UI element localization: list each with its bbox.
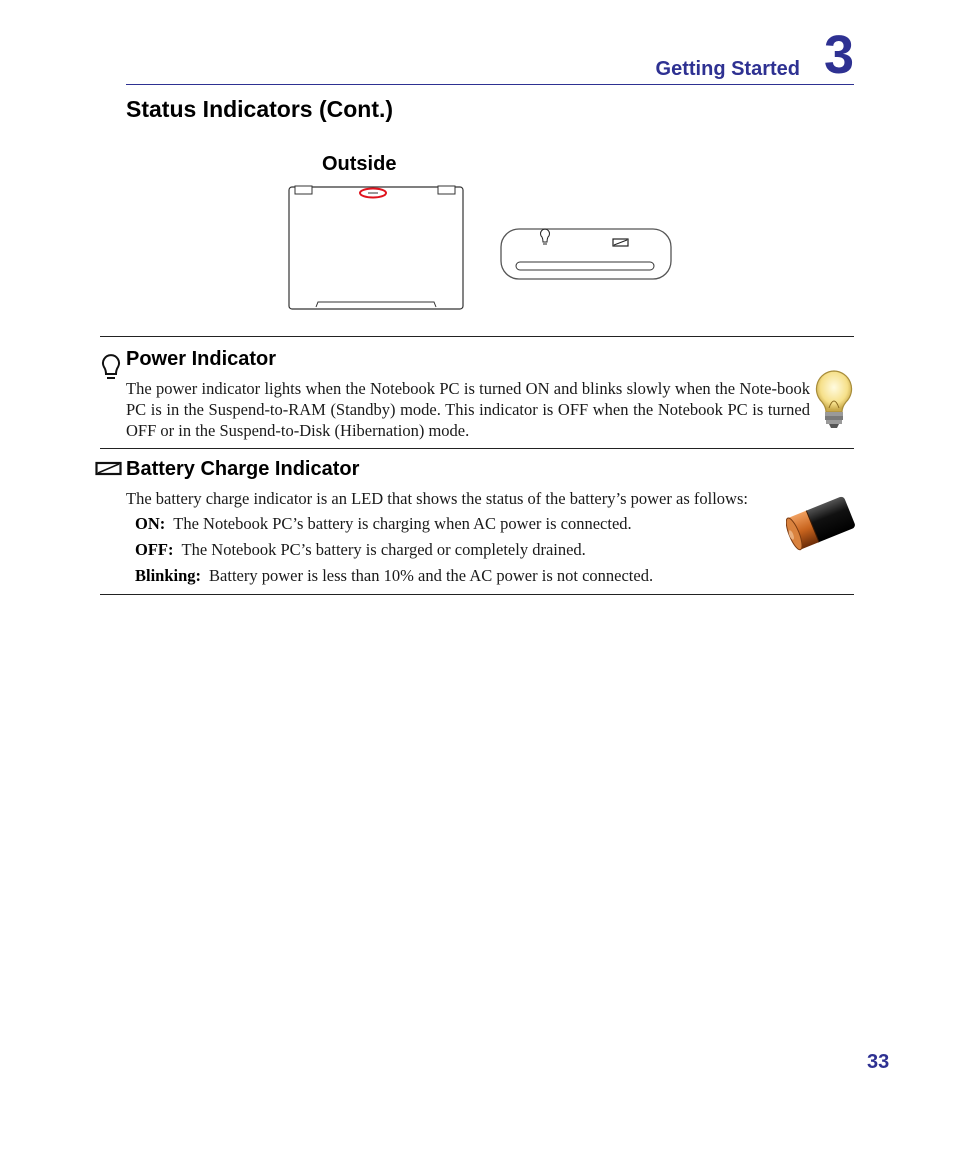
power-indicator-description: The power indicator lights when the Notebook PC is turned ON and blinks slowly when the Note-book PC is in the Suspend-to-RAM (Standby) mode. This indicator is OFF when the Notebook PC is turned OFF or in the Suspend-to-Disk (Hibernation) mode. xyxy=(126,379,810,440)
state-label: Blinking: xyxy=(135,566,202,585)
battery-state-blinking xyxy=(135,566,653,586)
indicator-panel-closeup xyxy=(500,228,674,282)
section-divider xyxy=(100,448,854,449)
state-text: The Notebook PC’s battery is charged or completely drained. xyxy=(181,540,586,559)
state-text: Battery power is less than 10% and the AC power is not connected. xyxy=(209,566,654,585)
section-divider xyxy=(100,336,854,337)
figure-label: Outside xyxy=(322,153,397,175)
power-indicator-heading: Power Indicator xyxy=(126,348,277,370)
lightbulb-icon xyxy=(99,352,123,382)
section-divider xyxy=(100,594,854,595)
header-divider xyxy=(126,84,854,85)
battery-indicator-heading: Battery Charge Indicator xyxy=(126,458,360,480)
state-label: ON: xyxy=(135,514,166,533)
battery-charge-icon xyxy=(95,461,123,477)
battery-indicator-intro: The battery charge indicator is an LED that shows the status of the battery’s power as follows: xyxy=(126,489,748,508)
lightbulb-icon xyxy=(810,368,858,430)
state-text: The Notebook PC’s battery is charging when AC power is connected. xyxy=(173,514,632,533)
battery-state-on xyxy=(135,514,632,534)
battery-icon xyxy=(786,490,856,556)
laptop-outline-figure xyxy=(288,185,466,311)
chapter-number: 3 xyxy=(823,25,854,85)
page-title: Status Indicators (Cont.) xyxy=(126,96,394,122)
page-number: 33 xyxy=(867,1051,890,1073)
battery-state-off xyxy=(135,540,586,560)
state-label: OFF: xyxy=(135,540,174,559)
chapter-title: Getting Started xyxy=(655,58,800,80)
